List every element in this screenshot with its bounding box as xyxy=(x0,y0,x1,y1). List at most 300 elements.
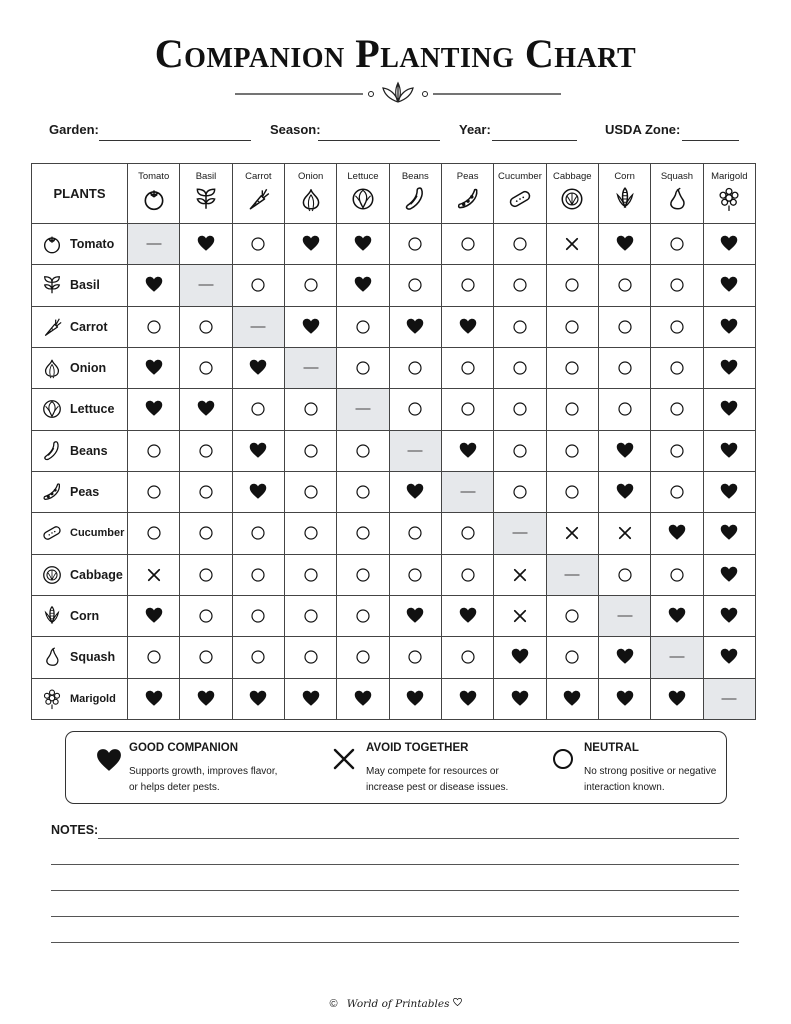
chart-cell xyxy=(284,347,336,388)
onion-icon xyxy=(298,186,324,212)
chart-cell xyxy=(494,554,546,595)
basil-icon xyxy=(41,274,63,296)
row-header-cucumber xyxy=(32,513,128,554)
year-field[interactable] xyxy=(492,140,577,141)
x-icon xyxy=(511,607,529,625)
chart-cell xyxy=(441,554,493,595)
x-icon xyxy=(145,566,163,584)
heart-icon xyxy=(406,318,424,336)
chart-cell xyxy=(389,265,441,306)
chart-cell xyxy=(337,306,389,347)
heart-icon xyxy=(249,690,267,708)
row-header-onion xyxy=(32,347,128,388)
chart-cell xyxy=(441,637,493,678)
chart-cell xyxy=(598,678,650,719)
circle-icon xyxy=(406,235,424,253)
circle-icon xyxy=(302,442,320,460)
circle-icon xyxy=(302,276,320,294)
chart-cell xyxy=(128,306,180,347)
chart-cell xyxy=(128,554,180,595)
chart-cell xyxy=(389,678,441,719)
row-header-basil xyxy=(32,265,128,306)
heart-icon xyxy=(453,998,462,1006)
circle-icon xyxy=(563,483,581,501)
legend-neutral-line2: interaction known. xyxy=(584,782,665,793)
legend-good-title: GOOD COMPANION xyxy=(129,742,239,754)
chart-cell xyxy=(598,389,650,430)
circle-icon xyxy=(145,442,163,460)
column-label: Peas xyxy=(456,171,479,182)
heart-icon xyxy=(406,607,424,625)
heart-icon xyxy=(354,235,372,253)
heart-icon xyxy=(249,483,267,501)
circle-icon xyxy=(459,524,477,542)
dash-icon xyxy=(352,400,374,418)
heart-icon xyxy=(197,690,215,708)
chart-cell xyxy=(441,265,493,306)
column-label: Cucumber xyxy=(498,171,542,182)
circle-icon xyxy=(302,566,320,584)
chart-cell xyxy=(651,513,703,554)
chart-cell xyxy=(284,637,336,678)
chart-cell xyxy=(703,678,755,719)
circle-icon xyxy=(511,318,529,336)
chart-cell xyxy=(703,347,755,388)
circle-icon xyxy=(616,566,634,584)
notes-line[interactable] xyxy=(51,942,739,943)
chart-cell xyxy=(703,637,755,678)
chart-cell xyxy=(546,430,598,471)
chart-cell xyxy=(441,471,493,512)
chart-cell xyxy=(651,554,703,595)
tomato-icon xyxy=(141,186,167,212)
table-row xyxy=(32,347,756,388)
chart-body xyxy=(32,224,756,720)
chart-cell xyxy=(337,637,389,678)
circle-icon xyxy=(145,648,163,666)
heart-icon xyxy=(720,276,738,294)
chart-cell xyxy=(337,471,389,512)
chart-cell xyxy=(546,347,598,388)
circle-icon xyxy=(668,359,686,377)
column-label: Tomato xyxy=(138,171,170,182)
circle-icon xyxy=(511,400,529,418)
circle-icon xyxy=(197,483,215,501)
garden-field[interactable] xyxy=(99,140,251,141)
chart-cell xyxy=(494,389,546,430)
chart-cell xyxy=(232,389,284,430)
circle-icon xyxy=(406,648,424,666)
table-row xyxy=(32,306,756,347)
tomato-icon xyxy=(41,233,63,255)
chart-cell xyxy=(180,513,232,554)
circle-icon xyxy=(563,276,581,294)
circle-icon xyxy=(249,524,267,542)
peas-icon xyxy=(455,186,481,212)
chart-cell xyxy=(703,513,755,554)
table-row xyxy=(32,595,756,636)
x-icon xyxy=(511,566,529,584)
chart-cell xyxy=(546,306,598,347)
chart-cell xyxy=(128,595,180,636)
chart-cell xyxy=(128,513,180,554)
chart-cell xyxy=(128,637,180,678)
circle-icon xyxy=(616,359,634,377)
header-row xyxy=(32,164,756,224)
chart-cell xyxy=(494,595,546,636)
row-header-peas xyxy=(32,471,128,512)
chart-cell xyxy=(180,595,232,636)
chart-cell xyxy=(651,306,703,347)
table-row xyxy=(32,637,756,678)
circle-icon xyxy=(249,607,267,625)
brand-logo: World of Printables xyxy=(346,998,450,1010)
chart-cell xyxy=(494,637,546,678)
heart-icon xyxy=(459,607,477,625)
circle-icon xyxy=(668,483,686,501)
chart-cell xyxy=(598,430,650,471)
chart-cell xyxy=(232,430,284,471)
circle-icon xyxy=(511,442,529,460)
legend-neutral-title: NEUTRAL xyxy=(584,742,639,754)
legend-avoid-line1: May compete for resources or xyxy=(366,766,499,777)
chart-cell xyxy=(389,554,441,595)
chart-cell xyxy=(546,637,598,678)
circle-icon xyxy=(511,276,529,294)
table-row xyxy=(32,265,756,306)
circle-icon xyxy=(249,276,267,294)
circle-icon xyxy=(668,276,686,294)
chart-cell xyxy=(651,678,703,719)
circle-icon xyxy=(459,566,477,584)
chart-cell xyxy=(180,389,232,430)
circle-icon xyxy=(552,748,574,770)
chart-cell xyxy=(703,595,755,636)
chart-cell xyxy=(703,554,755,595)
circle-icon xyxy=(302,607,320,625)
row-header-squash xyxy=(32,637,128,678)
column-label: Squash xyxy=(660,171,694,182)
circle-icon xyxy=(197,442,215,460)
marigold-icon xyxy=(41,688,63,710)
circle-icon xyxy=(354,483,372,501)
circle-icon xyxy=(249,400,267,418)
column-header-carrot xyxy=(232,164,284,224)
heart-icon xyxy=(197,400,215,418)
row-header-corn xyxy=(32,595,128,636)
column-label: Basil xyxy=(195,171,217,182)
chart-cell xyxy=(546,678,598,719)
heart-icon xyxy=(616,690,634,708)
cucumber-icon xyxy=(41,522,63,544)
circle-icon xyxy=(616,400,634,418)
circle-icon xyxy=(354,524,372,542)
chart-cell xyxy=(180,471,232,512)
heart-icon xyxy=(249,442,267,460)
heart-icon xyxy=(406,483,424,501)
dash-icon xyxy=(404,442,426,460)
chart-cell xyxy=(232,637,284,678)
dash-icon xyxy=(247,318,269,336)
usda-zone-field[interactable] xyxy=(682,140,739,141)
heart-icon xyxy=(720,607,738,625)
chart-cell xyxy=(494,678,546,719)
row-label: Onion xyxy=(70,361,107,376)
dash-icon xyxy=(718,690,740,708)
dash-icon xyxy=(666,648,688,666)
chart-cell xyxy=(284,595,336,636)
column-header-tomato xyxy=(128,164,180,224)
companion-chart-table xyxy=(31,163,756,720)
chart-cell xyxy=(441,595,493,636)
chart-cell xyxy=(337,554,389,595)
chart-cell xyxy=(232,265,284,306)
table-row xyxy=(32,471,756,512)
chart-cell xyxy=(389,306,441,347)
chart-cell xyxy=(128,347,180,388)
chart-cell xyxy=(598,265,650,306)
chart-cell xyxy=(128,430,180,471)
chart-cell xyxy=(180,430,232,471)
notes-line[interactable] xyxy=(51,916,739,917)
chart-cell xyxy=(389,389,441,430)
usda-zone-label: USDA Zone: xyxy=(605,122,681,137)
heart-icon xyxy=(354,690,372,708)
x-icon xyxy=(616,524,634,542)
page-title: Companion Planting Chart xyxy=(154,31,637,76)
chart-cell xyxy=(598,471,650,512)
chart-cell xyxy=(337,678,389,719)
table-row xyxy=(32,389,756,430)
chart-cell xyxy=(284,678,336,719)
chart-cell xyxy=(284,430,336,471)
circle-icon xyxy=(563,400,581,418)
column-label: Corn xyxy=(614,171,635,182)
chart-cell xyxy=(232,347,284,388)
chart-cell xyxy=(651,595,703,636)
heart-icon xyxy=(459,690,477,708)
garden-label: Garden: xyxy=(49,122,99,137)
row-label: Peas xyxy=(70,485,100,500)
circle-icon xyxy=(406,400,424,418)
chart-cell xyxy=(128,389,180,430)
beans-icon xyxy=(41,440,63,462)
chart-cell xyxy=(180,347,232,388)
chart-cell xyxy=(546,513,598,554)
heart-icon xyxy=(616,648,634,666)
circle-icon xyxy=(668,442,686,460)
column-label: Carrot xyxy=(245,171,272,182)
chart-cell xyxy=(389,471,441,512)
x-icon xyxy=(563,235,581,253)
chart-cell xyxy=(441,678,493,719)
squash-icon xyxy=(664,186,690,212)
column-label: Beans xyxy=(401,171,429,182)
column-header-cabbage xyxy=(546,164,598,224)
chart-cell xyxy=(441,389,493,430)
carrot-icon xyxy=(245,186,271,212)
notes-line[interactable] xyxy=(98,838,739,839)
leaf-divider-ornament xyxy=(233,80,563,108)
chart-cell xyxy=(703,306,755,347)
chart-cell xyxy=(180,306,232,347)
circle-icon xyxy=(616,318,634,336)
notes-line[interactable] xyxy=(51,864,739,865)
marigold-icon xyxy=(716,186,742,212)
heart-icon xyxy=(720,524,738,542)
chart-cell xyxy=(441,430,493,471)
heart-icon xyxy=(145,359,163,377)
heart-icon xyxy=(96,748,122,772)
chart-cell xyxy=(232,554,284,595)
row-label: Lettuce xyxy=(70,402,115,417)
heart-icon xyxy=(145,607,163,625)
cabbage-icon xyxy=(41,564,63,586)
chart-cell xyxy=(598,554,650,595)
notes-label: NOTES: xyxy=(51,823,99,837)
row-header-beans xyxy=(32,430,128,471)
season-field[interactable] xyxy=(318,140,440,141)
chart-cell xyxy=(232,595,284,636)
chart-cell xyxy=(651,389,703,430)
basil-icon xyxy=(193,186,219,212)
legend-avoid-title: AVOID TOGETHER xyxy=(366,742,469,754)
circle-icon xyxy=(145,524,163,542)
chart-cell xyxy=(128,265,180,306)
circle-icon xyxy=(354,566,372,584)
legend-avoid-line2: increase pest or disease issues. xyxy=(366,782,509,793)
chart-cell xyxy=(546,554,598,595)
circle-icon xyxy=(197,566,215,584)
chart-cell xyxy=(441,513,493,554)
circle-icon xyxy=(354,607,372,625)
circle-icon xyxy=(197,524,215,542)
circle-icon xyxy=(145,318,163,336)
heart-icon xyxy=(720,648,738,666)
chart-cell xyxy=(389,430,441,471)
row-label: Tomato xyxy=(70,237,115,252)
circle-icon xyxy=(145,483,163,501)
chart-cell xyxy=(598,513,650,554)
chart-cell xyxy=(494,224,546,265)
chart-cell xyxy=(180,554,232,595)
dash-icon xyxy=(614,607,636,625)
chart-cell xyxy=(284,513,336,554)
chart-cell xyxy=(441,224,493,265)
circle-icon xyxy=(668,566,686,584)
heart-icon xyxy=(668,690,686,708)
heart-icon xyxy=(720,566,738,584)
chart-cell xyxy=(284,306,336,347)
circle-icon xyxy=(197,359,215,377)
circle-icon xyxy=(668,318,686,336)
row-label: Basil xyxy=(70,278,100,293)
chart-cell xyxy=(389,513,441,554)
chart-cell xyxy=(651,471,703,512)
chart-cell xyxy=(546,471,598,512)
copyright-symbol: © xyxy=(329,998,338,1010)
chart-cell xyxy=(494,430,546,471)
chart-cell xyxy=(284,265,336,306)
chart-cell xyxy=(232,678,284,719)
chart-cell xyxy=(598,347,650,388)
circle-icon xyxy=(406,566,424,584)
heart-icon xyxy=(668,524,686,542)
column-header-cucumber xyxy=(494,164,546,224)
legend-good-line2: or helps deter pests. xyxy=(129,782,220,793)
chart-cell xyxy=(494,471,546,512)
chart-cell xyxy=(337,265,389,306)
chart-cell xyxy=(598,306,650,347)
chart-cell xyxy=(389,224,441,265)
legend-avoid-desc xyxy=(366,764,546,796)
heart-icon xyxy=(616,442,634,460)
circle-icon xyxy=(563,359,581,377)
column-label: Cabbage xyxy=(553,171,592,182)
circle-icon xyxy=(563,607,581,625)
legend-neutral-line1: No strong positive or negative xyxy=(584,766,717,777)
legend-good-line1: Supports growth, improves flavor, xyxy=(129,766,278,777)
heart-icon xyxy=(511,690,529,708)
heart-icon xyxy=(145,276,163,294)
dash-icon xyxy=(143,235,165,253)
row-label: Cucumber xyxy=(70,527,125,540)
chart-cell xyxy=(546,595,598,636)
circle-icon xyxy=(406,359,424,377)
circle-icon xyxy=(459,359,477,377)
row-label: Beans xyxy=(70,443,108,458)
row-header-cabbage xyxy=(32,554,128,595)
row-header-marigold xyxy=(32,678,128,719)
chart-cell xyxy=(284,554,336,595)
chart-cell xyxy=(337,595,389,636)
chart-cell xyxy=(389,595,441,636)
heart-icon xyxy=(616,235,634,253)
circle-icon xyxy=(511,359,529,377)
chart-cell xyxy=(546,265,598,306)
header-fields xyxy=(49,122,749,144)
chart-cell xyxy=(651,430,703,471)
chart-cell xyxy=(598,637,650,678)
onion-icon xyxy=(41,357,63,379)
chart-cell xyxy=(494,265,546,306)
heart-icon xyxy=(145,400,163,418)
notes-line[interactable] xyxy=(51,890,739,891)
circle-icon xyxy=(197,607,215,625)
row-label: Squash xyxy=(70,650,116,665)
chart-cell xyxy=(232,224,284,265)
chart-cell xyxy=(284,389,336,430)
chart-cell xyxy=(180,265,232,306)
circle-icon xyxy=(197,318,215,336)
heart-icon xyxy=(302,235,320,253)
chart-cell xyxy=(494,347,546,388)
season-label: Season: xyxy=(270,122,321,137)
heart-icon xyxy=(197,235,215,253)
chart-cell xyxy=(337,224,389,265)
dash-icon xyxy=(300,359,322,377)
circle-icon xyxy=(354,648,372,666)
circle-icon xyxy=(616,276,634,294)
chart-cell xyxy=(180,637,232,678)
dash-icon xyxy=(195,276,217,294)
column-header-squash xyxy=(651,164,703,224)
circle-icon xyxy=(459,400,477,418)
table-row xyxy=(32,678,756,719)
table-row xyxy=(32,513,756,554)
circle-icon xyxy=(668,400,686,418)
chart-cell xyxy=(703,265,755,306)
